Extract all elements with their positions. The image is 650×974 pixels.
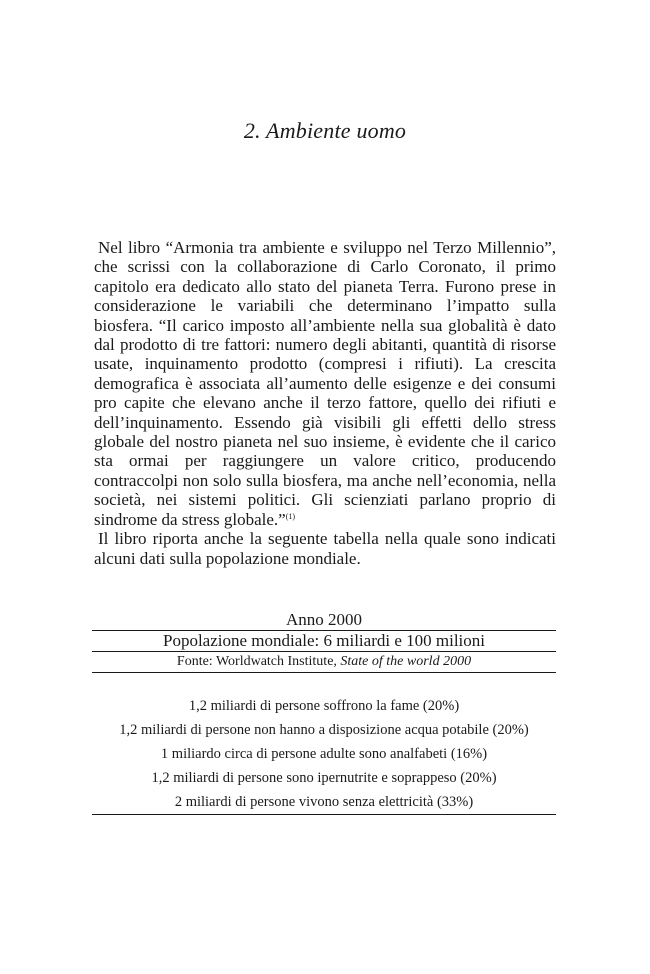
table-source [92, 652, 556, 673]
paragraph-table-intro: Il libro riporta anche la seguente tabella nella quale sono indicati alcuni dati sulla popolazione mondiale. [94, 529, 556, 568]
paragraph-intro [94, 238, 556, 529]
table-rows [92, 694, 556, 815]
population-table [92, 610, 556, 815]
table-population-heading: Popolazione mondiale: 6 miliardi e 100 milioni [92, 631, 556, 652]
chapter-title: 2. Ambiente uomo [243, 118, 407, 143]
table-row: 1,2 miliardi di persone soffrono la fame (20%) [188, 698, 460, 714]
table-source-prefix: Fonte: Worldwatch Institute, [176, 654, 341, 669]
table-year-heading: Anno 2000 [92, 610, 556, 631]
table-row: 1 miliardo circa di persone adulte sono analfabeti (16%) [160, 746, 488, 762]
table-source-title: State of the world 2000 [340, 654, 472, 669]
table-row: 2 miliardi di persone vivono senza elettricità (33%) [174, 794, 474, 810]
table-row: 1,2 miliardi di persone sono ipernutrite e soprappeso (20%) [151, 770, 497, 786]
table-row: 1,2 miliardi di persone non hanno a disposizione acqua potabile (20%) [119, 722, 529, 738]
paragraph-intro-text: Nel libro “Armonia tra ambiente e sviluppo nel Terzo Millennio”, che scrissi con la collaborazione di Carlo Coronato, il primo capitolo era dedicato allo stato del pianeta Terra. Furono prese in considerazione le variabili che determinano l’impatto sulla biosfera. “Il carico imposto all’ambiente nella sua globalità è dato dal prodotto di tre fattori: numero degli abitanti, quantità di risorse usate, inquinamento prodotto (compresi i rifiuti). La crescita demografica è associata all’aumento delle esigenze e dei consumi pro capite che elevano anche il terzo fattore, quello dei rifiuti e dell’inquinamento. Essendo già visibili gli effetti dello stress globale del nostro pianeta nel suo insieme, è evidente che il carico sta ormai per raggiungere un valore critico, producendo contraccolpi non solo sulla biosfera, ma anche nell’economia, nella società, nei sistemi politici. Gli scienziati parlano proprio di sindrome da stress globale.” [94, 238, 556, 529]
body-text [94, 238, 556, 568]
footnote-reference[interactable]: (1) [285, 511, 296, 521]
